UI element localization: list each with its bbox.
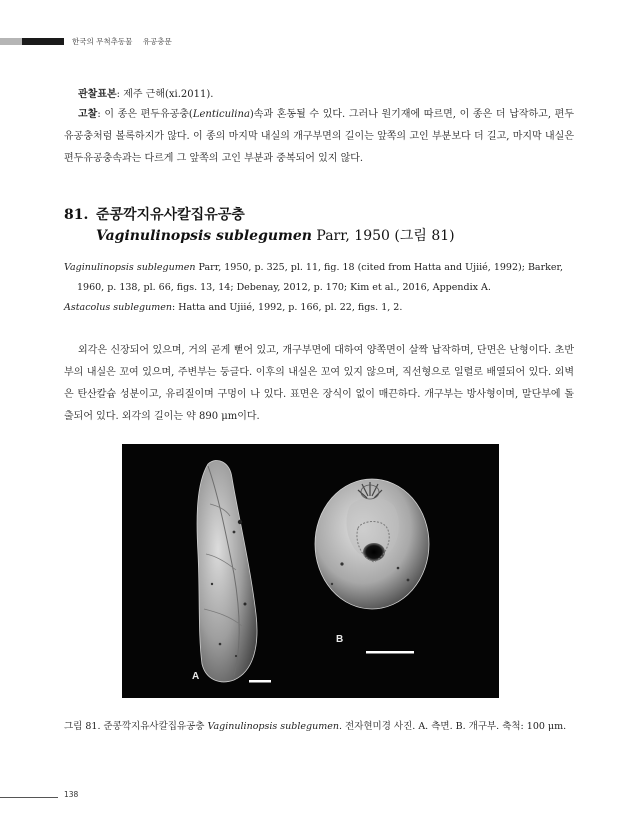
remarks-text-2: )속과 혼동될 수 있다. 그러나 원기재에 따르면, 이 종은 더 납작하고, 편두유공충처럼 볼록하지가 않다. 이 종의 마지막 내실의 개구부면의 길이는 앞쪽의 고인 부분보다 더 길고, 마지막 내실은 편두유공충속과는 다르게 그 앞쪽의 고인 부분과 중복되어 있지 않다. (64, 109, 574, 164)
species-heading (64, 204, 245, 224)
caption-text-2: . 전자현미경 사진. A. 측면. B. 개구부. 축척: 100 μm. (338, 721, 567, 732)
footer-rule (0, 797, 58, 798)
scale-bar-a (249, 680, 271, 683)
species-number: 81. (64, 207, 89, 223)
page-number: 138 (64, 790, 79, 799)
synonymy-list (64, 258, 574, 318)
species-subheading (96, 225, 455, 245)
header-black-bar (22, 38, 64, 45)
observation-label: 관찰표본 (78, 89, 117, 100)
scale-bar-b (366, 651, 414, 654)
specimen-b (315, 479, 429, 609)
species-scientific-name: Vaginulinopsis sublegumen (96, 228, 312, 244)
description-paragraph (64, 340, 574, 428)
synonymy-text: Parr, 1950, p. 325, pl. 11, fig. 18 (cited from Hatta and Ujiié, 1992); Barker, 1960, p. 138, pl. 66, figs. 13, 14; Debenay, 2012, p. 170; Kim et al., 2016, Appendix A. (77, 262, 564, 293)
synonymy-taxon: Astacolus sublegumen (64, 302, 172, 313)
synonymy-entry (64, 258, 574, 298)
observation-paragraph (64, 84, 574, 106)
figure-label-b: B (336, 634, 344, 645)
sem-photograph (122, 444, 499, 698)
synonymy-entry (64, 298, 574, 318)
header-book-title: 한국의 무척추동물 (72, 37, 133, 46)
caption-taxon: Vaginulinopsis sublegumen (207, 721, 339, 732)
figure-caption (64, 716, 574, 737)
synonymy-text: : Hatta and Ujiié, 1992, p. 166, pl. 22, figs. 1, 2. (172, 302, 403, 313)
observation-text: : 제주 근해(xi.2011). (116, 89, 214, 100)
remarks-label: 고찰 (78, 109, 98, 120)
species-author: Parr, 1950 (그림 81) (311, 228, 455, 244)
figure-label-a: A (192, 671, 200, 682)
remarks-text-1: : 이 종은 편두유공충( (97, 109, 193, 120)
synonymy-taxon: Vaginulinopsis sublegumen (64, 262, 196, 273)
remarks-paragraph (64, 104, 574, 170)
header-series: 유공충문 (142, 37, 172, 46)
remarks-genus: Lenticulina (192, 109, 250, 120)
description-text: 외각은 신장되어 있으며, 거의 곧게 뻗어 있고, 개구부면에 대하여 양쪽면이 살짝 납작하며, 단면은 난형이다. 초반부의 내실은 꼬여 있으며, 주변부는 둥글다. 이후의 내실은 꼬여 있지 않으며, 직선형으로 일렬로 배열되어 있다. 외벽은 탄산칼슘 성분이고, 유리질이며 구멍이 나 있다. 표면은 장식이 없이 매끈하다. 개구부는 방사형이며, 말단부에 돌출되어 있다. 외각의 길이는 약 890 μm이다. (64, 345, 574, 422)
sem-image (122, 444, 499, 698)
header-gray-bar (0, 38, 22, 45)
caption-text-1: 그림 81. 준콩깍지유사칼집유공충 (64, 721, 208, 732)
species-korean-name: 준콩깍지유사칼집유공충 (96, 207, 245, 223)
running-header (72, 36, 180, 47)
